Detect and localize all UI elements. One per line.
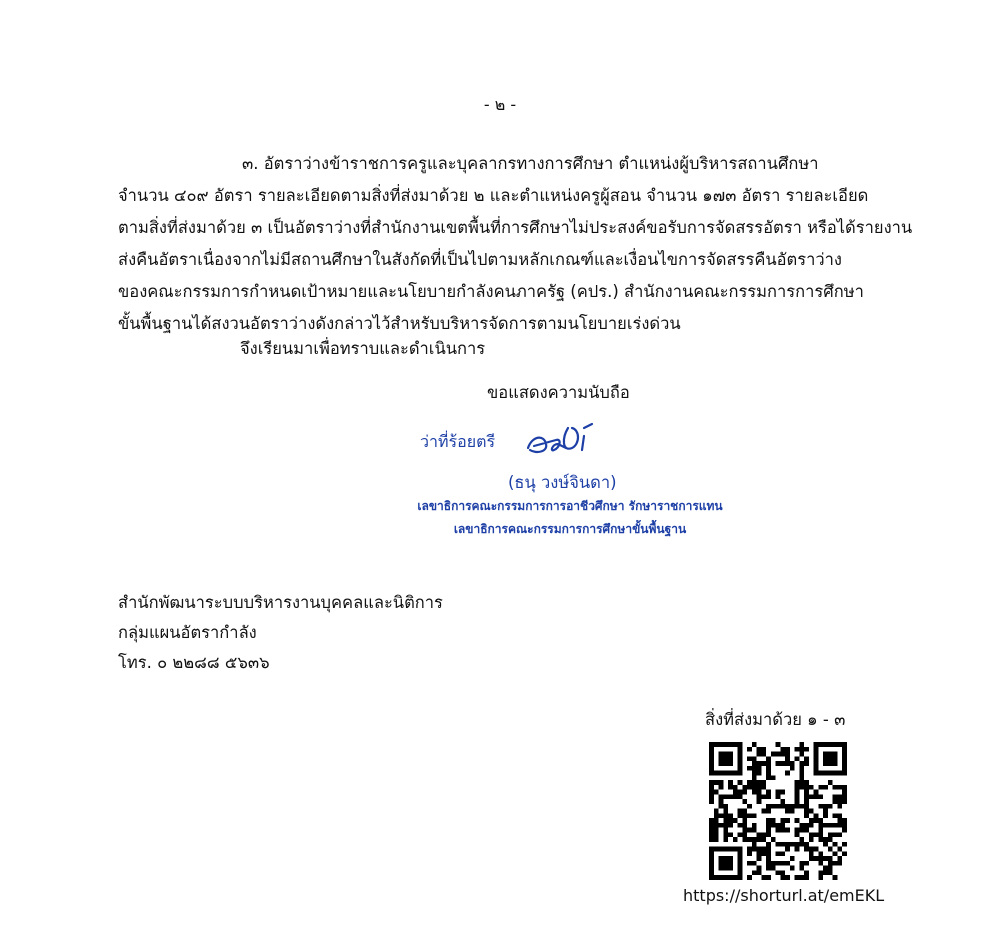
signer-rank: ว่าที่ร้อยตรี: [420, 432, 496, 451]
signer-name: (ธนุ วงษ์จินดา): [508, 473, 617, 492]
paragraph-line: ของคณะกรรมการกำหนดเป้าหมายและนโยบายกำลังคนภาครัฐ (คปร.) สำนักงานคณะกรรมการการศึกษา: [118, 282, 864, 301]
regards-line: ขอแสดงความนับถือ: [487, 383, 630, 402]
signer-position-2: เลขาธิการคณะกรรมการการศึกษาขั้นพื้นฐาน: [453, 522, 687, 536]
body-paragraph: [118, 148, 913, 340]
office-department: สำนักพัฒนาระบบบริหารงานบุคคลและนิติการ: [118, 593, 443, 612]
office-phone: โทร. ๐ ๒๒๘๘ ๕๖๓๖: [118, 653, 270, 672]
enclosure-label: สิ่งที่ส่งมาด้วย ๑ - ๓: [705, 710, 846, 729]
qr-url[interactable]: https://shorturl.at/emEKL: [683, 886, 885, 905]
paragraph-line: ส่งคืนอัตราเนื่องจากไม่มีสถานศึกษาในสังกัดที่เป็นไปตามหลักเกณฑ์และเงื่อนไขการจัดสรรคืนอัตราว่าง: [118, 250, 842, 269]
paragraph-line: ๓. อัตราว่างข้าราชการครูและบุคลากรทางการศึกษา ตำแหน่งผู้บริหารสถานศึกษา: [242, 154, 819, 173]
signer-position-1: เลขาธิการคณะกรรมการการอาชีวศึกษา รักษาราชการแทน: [417, 499, 723, 513]
signature-image: [522, 418, 614, 462]
office-group: กลุ่มแผนอัตรากำลัง: [118, 623, 257, 642]
closing-line: จึงเรียนมาเพื่อทราบและดำเนินการ: [240, 339, 486, 358]
paragraph-line: ตามสิ่งที่ส่งมาด้วย ๓ เป็นอัตราว่างที่สำนักงานเขตพื้นที่การศึกษาไม่ประสงค์ขอรับการจัดสรรอัตรา หรือได้รายงาน: [118, 218, 913, 237]
qr-code-icon[interactable]: [709, 742, 847, 880]
office-block: [118, 588, 443, 678]
paragraph-line: ขั้นพื้นฐานได้สงวนอัตราว่างดังกล่าวไว้สำหรับบริหารจัดการตามนโยบายเร่งด่วน: [118, 314, 681, 333]
paragraph-line: จำนวน ๔๐๙ อัตรา รายละเอียดตามสิ่งที่ส่งมาด้วย ๒ และตำแหน่งครูผู้สอน จำนวน ๑๗๓ อัตรา รายละเอียด: [118, 186, 869, 205]
page-number: - ๒ -: [483, 95, 517, 114]
